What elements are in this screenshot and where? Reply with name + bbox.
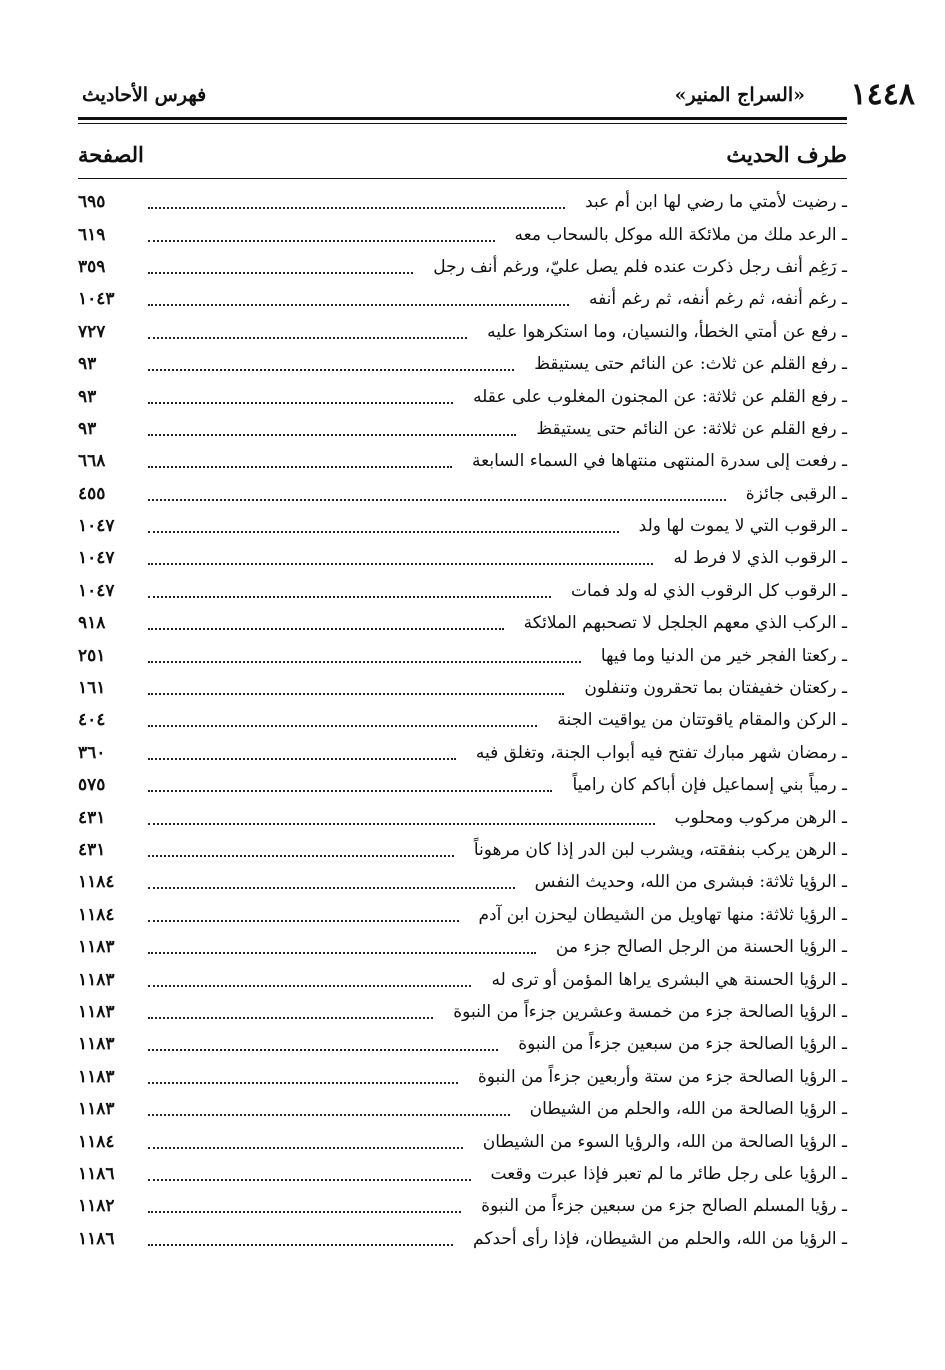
- index-entry: [78, 510, 847, 542]
- index-entry: [78, 380, 847, 412]
- dot-leader: [148, 450, 452, 468]
- dot-leader: [148, 1195, 461, 1213]
- hadith-text: ـ الرؤيا الصالحة جزء من سبعين جزءاً من النبوة: [512, 1034, 847, 1054]
- page-ref: ١٦١: [78, 678, 106, 699]
- dot-leader: [148, 904, 459, 922]
- page-ref: ٧٢٧: [78, 321, 106, 342]
- hadith-text: ـ رفع القلم عن ثلاث: عن النائم حتى يستيقظ: [528, 354, 847, 374]
- page-ref: ٣٦٠: [78, 742, 106, 763]
- page-ref: ١٠٤٣: [78, 289, 115, 310]
- dot-leader: [148, 1131, 463, 1149]
- index-entry: [78, 478, 847, 510]
- hadith-text: ـ رَغِم أنف رجل ذكرت عنده فلم يصل عليّ، ورغم أنف رجل: [427, 257, 847, 277]
- hadith-text: ـ الرؤيا الصالحة جزء من خمسة وعشرين جزءاً من النبوة: [447, 1002, 847, 1022]
- page-ref: ٢٥١: [78, 645, 106, 666]
- dot-leader: [148, 839, 454, 857]
- dot-leader: [148, 1033, 498, 1051]
- hadith-text: ـ رفعت إلى سدرة المنتهى منتهاها في السماء السابعة: [466, 451, 847, 471]
- page-ref: ١٠٤٧: [78, 516, 115, 537]
- page-ref: ٦١٩: [78, 224, 106, 245]
- index-entry: [78, 445, 847, 477]
- page-ref: ١١٨٣: [78, 1001, 115, 1022]
- index-entry: [78, 1028, 847, 1060]
- index-entry: [78, 672, 847, 704]
- hadith-text: ـ الرؤيا الحسنة من الرجل الصالح جزء من: [550, 937, 847, 957]
- hadith-text: ـ رغم أنفه، ثم رغم أنفه، ثم رغم أنفه: [583, 289, 847, 309]
- index-entry: [78, 316, 847, 348]
- dot-leader: [148, 321, 467, 339]
- hadith-text: ـ الرقوب التي لا يموت لها ولد: [633, 516, 847, 536]
- index-entry: [78, 834, 847, 866]
- index-entry: [78, 737, 847, 769]
- page-ref: ٤٥٥: [78, 483, 106, 504]
- hadith-text: ـ ركعتا الفجر خير من الدنيا وما فيها: [595, 646, 847, 666]
- index-entry: [78, 542, 847, 574]
- page-ref: ٦٦٨: [78, 451, 106, 472]
- index-entry: [78, 218, 847, 250]
- dot-leader: [148, 709, 537, 727]
- book-title: «السراج المنير»: [674, 84, 805, 106]
- page-ref: ٩٣: [78, 418, 97, 439]
- hadith-text: ـ الرؤيا ثلاثة: منها تهاويل من الشيطان ليحزن ابن آدم: [473, 905, 848, 925]
- index-entry: [78, 607, 847, 639]
- page-ref: ٩٣: [78, 354, 97, 375]
- dot-leader: [148, 774, 552, 792]
- index-entry: [78, 413, 847, 445]
- page-ref: ١٠٤٧: [78, 580, 115, 601]
- hadith-text: ـ الرهن مركوب ومحلوب: [669, 808, 847, 828]
- page-ref: ١١٨٣: [78, 969, 115, 990]
- dot-leader: [148, 1066, 458, 1084]
- page-ref: ٩٣: [78, 386, 97, 407]
- dot-leader: [148, 807, 655, 825]
- page-ref: ٣٥٩: [78, 256, 106, 277]
- hadith-text: ـ رفع القلم عن ثلاثة: عن النائم حتى يستيقظ: [530, 419, 847, 439]
- page-ref: ١١٨٤: [78, 872, 115, 893]
- index-entry: [78, 704, 847, 736]
- column-header-hadith: طرف الحديث: [726, 142, 847, 167]
- hadith-text: ـ الرؤيا على رجل طائر ما لم تعبر فإذا عبرت وقعت: [485, 1164, 848, 1184]
- index-entry: [78, 1125, 847, 1157]
- index-entry: [78, 769, 847, 801]
- index-entry: [78, 963, 847, 995]
- index-title: فهرس الأحاديث: [82, 84, 207, 106]
- dot-leader: [148, 645, 581, 663]
- dot-leader: [148, 515, 619, 533]
- dot-leader: [148, 1098, 510, 1116]
- column-header-page: الصفحة: [78, 142, 144, 167]
- index-entry: [78, 639, 847, 671]
- dot-leader: [148, 547, 653, 565]
- page-ref: ٥٧٥: [78, 775, 106, 796]
- page-ref: ٩١٨: [78, 613, 106, 634]
- header-rule-thick: [78, 117, 847, 120]
- page-ref: ١١٨٦: [78, 1163, 115, 1184]
- index-entry: [78, 931, 847, 963]
- hadith-text: ـ الرؤيا الصالحة من الله، والحلم من الشيطان: [524, 1099, 847, 1119]
- running-header: [78, 72, 915, 112]
- page-ref: ١١٨٣: [78, 1034, 115, 1055]
- page-ref: ٤٣١: [78, 807, 106, 828]
- dot-leader: [148, 386, 453, 404]
- dot-leader: [148, 1163, 471, 1181]
- index-entry: [78, 1190, 847, 1222]
- hadith-text: ـ رمياً بني إسماعيل فإن أباكم كان رامياً: [566, 775, 847, 795]
- hadith-text: ـ الرؤيا ثلاثة: فبشرى من الله، وحديث النفس: [529, 872, 847, 892]
- page-ref: ١١٨٢: [78, 1196, 115, 1217]
- dot-leader: [148, 936, 536, 954]
- hadith-text: ـ الرقوب كل الرقوب الذي له ولد فمات: [565, 581, 847, 601]
- index-entry: [78, 996, 847, 1028]
- index-entry: [78, 1158, 847, 1190]
- hadith-text: ـ الرؤيا الحسنة هي البشرى يراها المؤمن أو ترى له: [485, 970, 847, 990]
- index-entry: [78, 575, 847, 607]
- page-ref: ١١٨٤: [78, 1131, 115, 1152]
- dot-leader: [148, 871, 515, 889]
- hadith-text: ـ الركن والمقام ياقوتتان من يواقيت الجنة: [551, 710, 847, 730]
- index-entry: [78, 251, 847, 283]
- hadith-text: ـ رفع عن أمتي الخطأ، والنسيان، وما استكرهوا عليه: [481, 322, 847, 342]
- page-ref: ٤٠٤: [78, 710, 106, 731]
- page-ref: ١١٨٣: [78, 1099, 115, 1120]
- index-entry: [78, 866, 847, 898]
- index-entry: [78, 1093, 847, 1125]
- dot-leader: [148, 1228, 453, 1246]
- hadith-text: ـ الرعد ملك من ملائكة الله موكل بالسحاب معه: [509, 225, 848, 245]
- dot-leader: [148, 353, 514, 371]
- dot-leader: [148, 418, 516, 436]
- hadith-text: ـ الركب الذي معهم الجلجل لا تصحبهم الملائكة: [518, 613, 847, 633]
- dot-leader: [148, 1001, 433, 1019]
- index-entries: [78, 186, 847, 1255]
- page-ref: ١٠٤٧: [78, 548, 115, 569]
- dot-leader: [148, 612, 504, 630]
- header-rule-thin: [78, 123, 847, 124]
- dot-leader: [148, 677, 564, 695]
- hadith-text: ـ رؤيا المسلم الصالح جزء من سبعين جزءاً من النبوة: [475, 1196, 847, 1216]
- hadith-text: ـ الرؤيا الصالحة من الله، والرؤيا السوء من الشيطان: [477, 1132, 847, 1152]
- dot-leader: [148, 256, 413, 274]
- hadith-text: ـ الرقوب الذي لا فرط له: [667, 548, 847, 568]
- hadith-text: ـ الرهن يركب بنفقته، ويشرب لبن الدر إذا كان مرهوناً: [468, 840, 847, 860]
- dot-leader: [148, 288, 569, 306]
- index-entry: [78, 283, 847, 315]
- page-ref: ٦٩٥: [78, 192, 106, 213]
- hadith-text: ـ رفع القلم عن ثلاثة: عن المجنون المغلوب على عقله: [467, 387, 847, 407]
- index-entry: [78, 186, 847, 218]
- page-ref: ١١٨٦: [78, 1228, 115, 1249]
- hadith-text: ـ الرقبى جائزة: [740, 484, 847, 504]
- hadith-text: ـ رضيت لأمتي ما رضي لها ابن أم عبد: [579, 192, 847, 212]
- dot-leader: [148, 483, 726, 501]
- page-ref: ١١٨٣: [78, 937, 115, 958]
- hadith-text: ـ ركعتان خفيفتان بما تحقرون وتنفلون: [578, 678, 847, 698]
- page-ref: ١١٨٣: [78, 1066, 115, 1087]
- dot-leader: [148, 742, 456, 760]
- page-number: ١٤٤٨: [850, 77, 915, 112]
- index-entry: [78, 348, 847, 380]
- hadith-text: ـ رمضان شهر مبارك تفتح فيه أبواب الجنة، وتغلق فيه: [470, 743, 847, 763]
- page-ref: ١١٨٤: [78, 904, 115, 925]
- dot-leader: [148, 191, 565, 209]
- hadith-text: ـ الرؤيا من الله، والحلم من الشيطان، فإذا رأى أحدكم: [467, 1229, 847, 1249]
- column-header-rule: [78, 178, 847, 179]
- dot-leader: [148, 224, 495, 242]
- index-entry: [78, 899, 847, 931]
- dot-leader: [148, 969, 471, 987]
- column-headers: [78, 138, 847, 174]
- dot-leader: [148, 580, 551, 598]
- index-entry: [78, 1061, 847, 1093]
- page-ref: ٤٣١: [78, 840, 106, 860]
- index-entry: [78, 1223, 847, 1255]
- index-entry: [78, 801, 847, 833]
- hadith-text: ـ الرؤيا الصالحة جزء من ستة وأربعين جزءاً من النبوة: [472, 1067, 847, 1087]
